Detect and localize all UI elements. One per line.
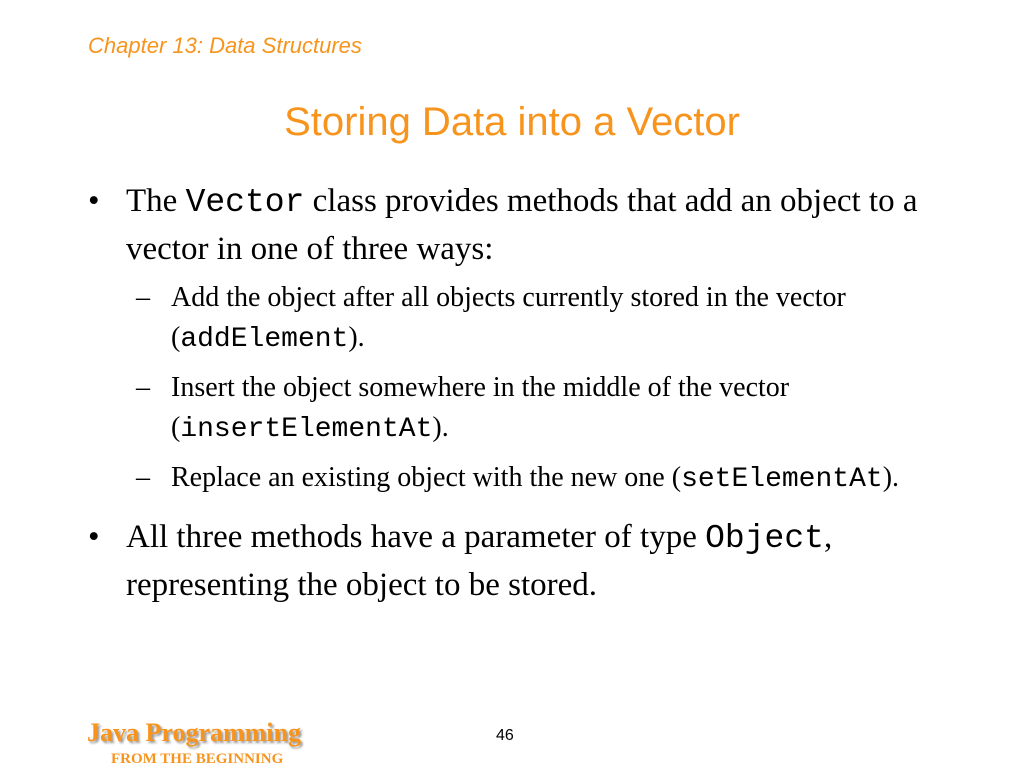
bullet-text: The: [126, 183, 186, 219]
dash-mark: –: [136, 462, 150, 493]
sub-bullet-text: ).: [882, 462, 900, 493]
book-logo: [87, 718, 301, 768]
sub-bullet-text: Add the object after all objects currently stored in the vector (: [171, 282, 846, 353]
dash-mark: –: [136, 372, 150, 403]
sub-bullet-item: [88, 278, 968, 360]
page-number: 46: [496, 727, 514, 744]
sub-bullet-text: Replace an existing object with the new one (: [171, 462, 682, 493]
bullet-mark: •: [88, 519, 100, 555]
bullet-mark: •: [88, 183, 100, 219]
bullet-text: , representing the object to be stored.: [126, 519, 833, 603]
dash-mark: –: [136, 282, 150, 313]
slide-body: [88, 178, 968, 608]
code-setelementat: setElementAt: [681, 464, 883, 495]
code-object: Object: [705, 520, 824, 557]
sub-bullet-item: [88, 458, 968, 500]
logo-title: Java Programming: [87, 718, 301, 747]
bullet-item: [88, 514, 968, 608]
bullet-item: [88, 178, 968, 272]
sub-bullet-text: Insert the object somewhere in the middle of the vector (: [171, 372, 790, 443]
chapter-heading: Chapter 13: Data Structures: [88, 33, 362, 58]
sub-bullet-item: [88, 368, 968, 450]
logo-subtitle: FROM THE BEGINNING: [111, 751, 284, 767]
bullet-text: class provides methods that add an object to a vector in one of three ways:: [126, 183, 918, 267]
sub-bullet-text: ).: [348, 322, 365, 353]
bullet-text: All three methods have a parameter of type: [126, 519, 706, 555]
code-vector: Vector: [185, 184, 305, 221]
code-insertelementat: insertElementAt: [180, 414, 433, 445]
code-addelement: addElement: [180, 324, 349, 355]
slide-title: Storing Data into a Vector: [284, 100, 740, 144]
sub-bullet-text: ).: [432, 412, 449, 443]
